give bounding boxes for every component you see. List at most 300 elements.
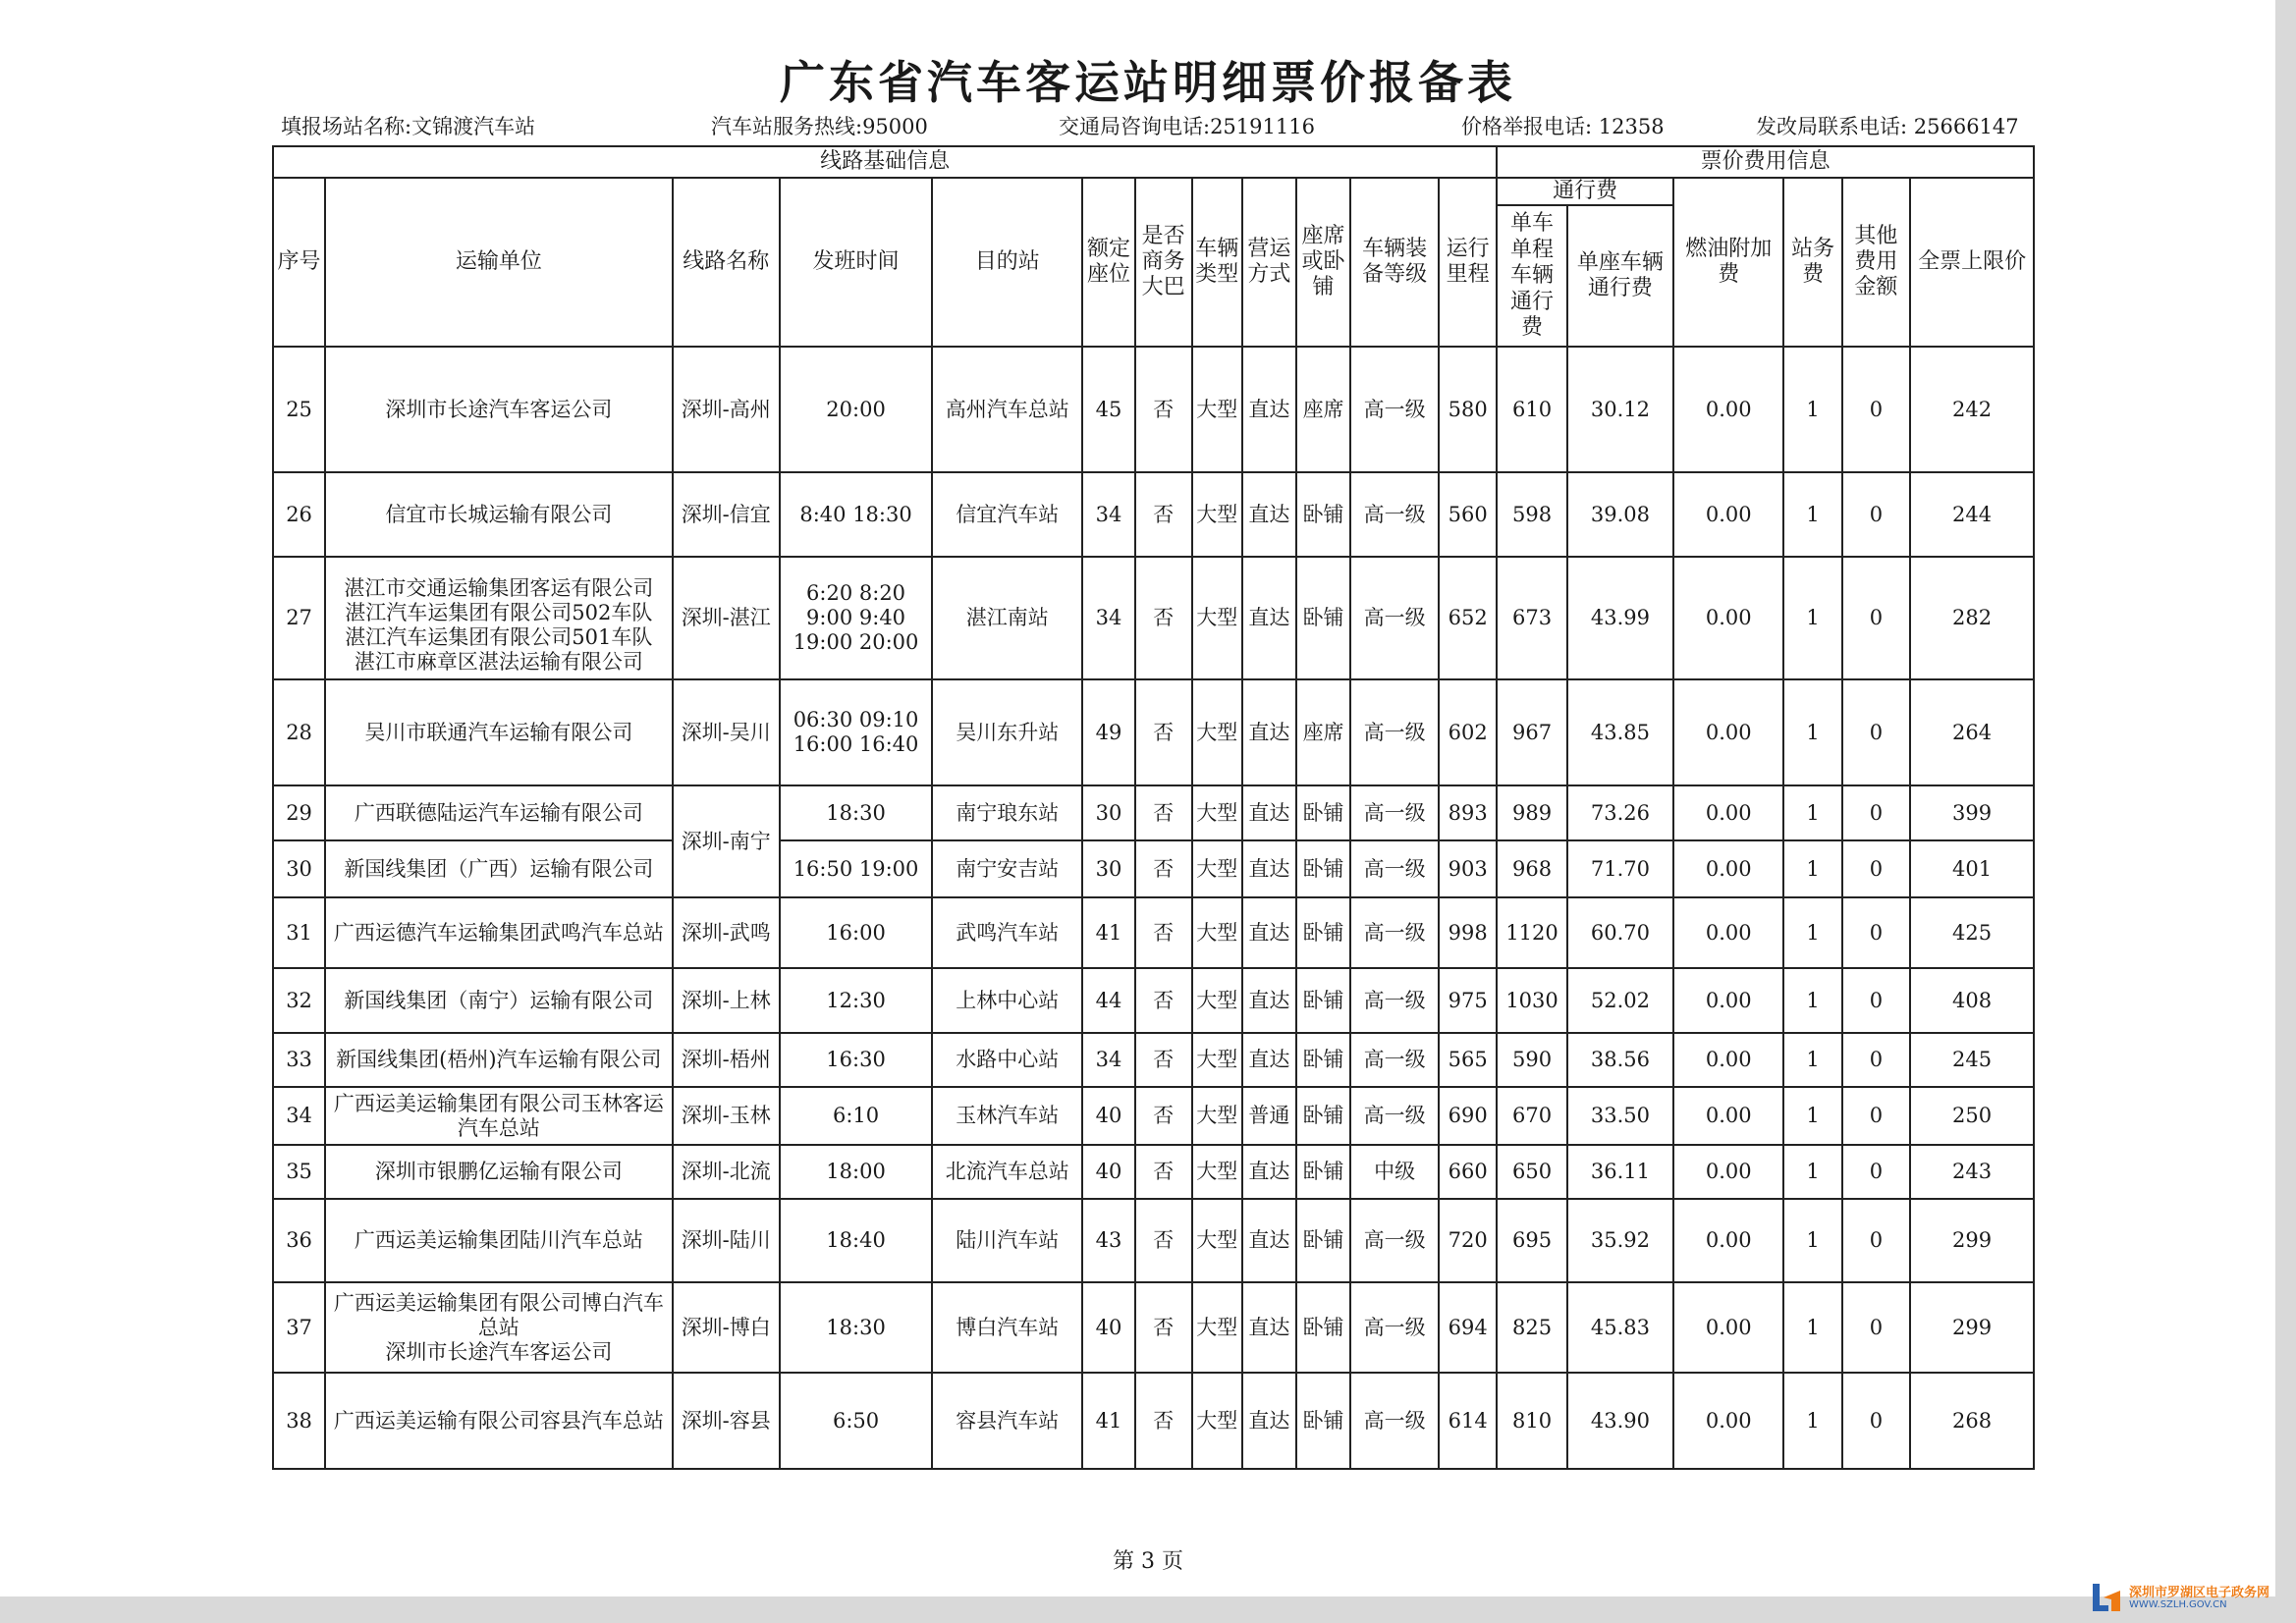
- cell-grade: 高一级: [1350, 897, 1439, 968]
- cell-route: 深圳-武鸣: [673, 897, 780, 968]
- cell-route: 深圳-高州: [673, 347, 780, 472]
- cell-seq: 31: [273, 897, 325, 968]
- cell-seq: 32: [273, 968, 325, 1033]
- cell-time: [780, 347, 932, 472]
- time-line: 6:20 8:20: [806, 581, 906, 606]
- time-line: 16:50 19:00: [793, 856, 919, 881]
- cell-toll-single: 695: [1497, 1199, 1567, 1282]
- cell-grade: 高一级: [1350, 472, 1439, 557]
- table-row: [273, 1145, 2034, 1199]
- cell-grade: 高一级: [1350, 1373, 1439, 1469]
- cell-toll-single: 810: [1497, 1373, 1567, 1469]
- col-mode-header: 营运方式: [1242, 178, 1296, 347]
- cell-grade: 高一级: [1350, 679, 1439, 785]
- cell-route: 深圳-博白: [673, 1282, 780, 1373]
- cell-toll-single: 1120: [1497, 897, 1567, 968]
- cell-route: 深圳-北流: [673, 1145, 780, 1199]
- cell-business: 否: [1135, 785, 1192, 840]
- cell-fuel: 0.00: [1673, 679, 1783, 785]
- cell-toll-single: 825: [1497, 1282, 1567, 1373]
- cell-fuel: 0.00: [1673, 1199, 1783, 1282]
- cell-dest: 陆川汽车站: [932, 1199, 1082, 1282]
- cell-time: [780, 1199, 932, 1282]
- col-time-header: 发班时间: [780, 178, 932, 347]
- cell-time: [780, 679, 932, 785]
- watermark-cn-text: 深圳市罗湖区电子政务网: [2129, 1585, 2270, 1600]
- cell-max-price: 242: [1910, 347, 2034, 472]
- cell-unit: [325, 1282, 672, 1373]
- cell-fuel: 0.00: [1673, 1145, 1783, 1199]
- col-station-fee-header: 站务费: [1783, 178, 1841, 347]
- cell-business: 否: [1135, 1145, 1192, 1199]
- cell-other: 0: [1842, 679, 1910, 785]
- fare-report-table: [272, 145, 2035, 1470]
- cell-toll-seat: 60.70: [1567, 897, 1673, 968]
- cell-mileage: 690: [1439, 1087, 1497, 1145]
- cell-vtype: 大型: [1192, 679, 1242, 785]
- table-body: [273, 347, 2034, 1469]
- cell-seat-type: 座席: [1296, 679, 1350, 785]
- unit-line: 深圳市长途汽车客运公司: [385, 1339, 613, 1364]
- table-row: [273, 347, 2034, 472]
- ndrc-contact-phone: 发改局联系电话: 25666147: [1756, 115, 2019, 138]
- cell-seat-type: 卧铺: [1296, 897, 1350, 968]
- cell-toll-single: 989: [1497, 785, 1567, 840]
- col-seats-header: 额定座位: [1082, 178, 1134, 347]
- cell-seq: 34: [273, 1087, 325, 1145]
- cell-mileage: 652: [1439, 557, 1497, 679]
- time-line: 8:40 18:30: [799, 502, 912, 526]
- cell-other: 0: [1842, 1373, 1910, 1469]
- cell-vtype: 大型: [1192, 1199, 1242, 1282]
- time-line: 12:30: [826, 988, 886, 1012]
- cell-mode: 直达: [1242, 1373, 1296, 1469]
- table-row: [273, 1033, 2034, 1087]
- cell-seat-type: 座席: [1296, 347, 1350, 472]
- cell-time: [780, 1033, 932, 1087]
- cell-seat-type: 卧铺: [1296, 785, 1350, 840]
- cell-seq: 29: [273, 785, 325, 840]
- col-dest-header: 目的站: [932, 178, 1082, 347]
- cell-mileage: 565: [1439, 1033, 1497, 1087]
- cell-vtype: 大型: [1192, 1282, 1242, 1373]
- scan-edge-right: [2275, 0, 2296, 1623]
- table-row: [273, 1282, 2034, 1373]
- time-line: 18:30: [826, 1315, 886, 1339]
- watermark-logo-icon: [2090, 1582, 2123, 1615]
- cell-toll-seat: 35.92: [1567, 1199, 1673, 1282]
- scan-edge-bottom: [0, 1596, 2296, 1623]
- cell-time: [780, 1282, 932, 1373]
- cell-other: 0: [1842, 785, 1910, 840]
- cell-vtype: 大型: [1192, 968, 1242, 1033]
- cell-seq: 30: [273, 840, 325, 897]
- cell-dest: 北流汽车总站: [932, 1145, 1082, 1199]
- cell-station-fee: 1: [1783, 1087, 1841, 1145]
- cell-other: 0: [1842, 1199, 1910, 1282]
- cell-vtype: 大型: [1192, 1145, 1242, 1199]
- cell-unit: [325, 679, 672, 785]
- cell-mode: 直达: [1242, 472, 1296, 557]
- cell-mode: 直达: [1242, 347, 1296, 472]
- cell-vtype: 大型: [1192, 1373, 1242, 1469]
- cell-toll-single: 968: [1497, 840, 1567, 897]
- cell-toll-seat: 71.70: [1567, 840, 1673, 897]
- cell-station-fee: 1: [1783, 472, 1841, 557]
- cell-business: 否: [1135, 897, 1192, 968]
- unit-line: 湛江市交通运输集团客运有限公司: [344, 575, 654, 600]
- table-row: [273, 785, 2034, 840]
- cell-dest: 信宜汽车站: [932, 472, 1082, 557]
- cell-mileage: 998: [1439, 897, 1497, 968]
- cell-unit: [325, 1145, 672, 1199]
- cell-business: 否: [1135, 557, 1192, 679]
- cell-time: [780, 840, 932, 897]
- cell-seats: 44: [1082, 968, 1134, 1033]
- table-row: [273, 1199, 2034, 1282]
- page-number: 第 3 页: [1113, 1549, 1183, 1574]
- cell-seat-type: 卧铺: [1296, 1087, 1350, 1145]
- cell-seats: 41: [1082, 1373, 1134, 1469]
- table-row: [273, 840, 2034, 897]
- time-line: 9:00 9:40: [806, 606, 906, 630]
- cell-toll-seat: 43.85: [1567, 679, 1673, 785]
- cell-time: [780, 1145, 932, 1199]
- cell-unit: [325, 785, 672, 840]
- col-toll-seat-header: 单座车辆通行费: [1567, 205, 1673, 347]
- time-line: 19:00 20:00: [793, 630, 919, 655]
- cell-seat-type: 卧铺: [1296, 472, 1350, 557]
- cell-grade: 高一级: [1350, 1199, 1439, 1282]
- col-other-header: 其他费用金额: [1842, 178, 1910, 347]
- cell-seq: 37: [273, 1282, 325, 1373]
- cell-fuel: 0.00: [1673, 1087, 1783, 1145]
- cell-seq: 38: [273, 1373, 325, 1469]
- table-row: [273, 897, 2034, 968]
- table-row: [273, 1087, 2034, 1145]
- cell-business: 否: [1135, 968, 1192, 1033]
- cell-seq: 35: [273, 1145, 325, 1199]
- cell-toll-seat: 39.08: [1567, 472, 1673, 557]
- cell-toll-seat: 43.99: [1567, 557, 1673, 679]
- cell-time: [780, 1087, 932, 1145]
- cell-seq: 26: [273, 472, 325, 557]
- time-line: 18:00: [826, 1160, 886, 1184]
- unit-line: 广西运德汽车运输集团武鸣汽车总站: [333, 920, 664, 945]
- cell-toll-single: 967: [1497, 679, 1567, 785]
- cell-mode: 直达: [1242, 1033, 1296, 1087]
- cell-seats: 41: [1082, 897, 1134, 968]
- col-mileage-header: 运行里程: [1439, 178, 1497, 347]
- cell-dest: 武鸣汽车站: [932, 897, 1082, 968]
- unit-line: 广西运美运输有限公司容县汽车总站: [333, 1408, 664, 1433]
- cell-other: 0: [1842, 1145, 1910, 1199]
- cell-grade: 高一级: [1350, 968, 1439, 1033]
- cell-route: 深圳-上林: [673, 968, 780, 1033]
- cell-station-fee: 1: [1783, 897, 1841, 968]
- cell-fuel: 0.00: [1673, 840, 1783, 897]
- unit-line: 广西运美运输集团陆川汽车总站: [354, 1228, 643, 1253]
- col-vtype-header: 车辆类型: [1192, 178, 1242, 347]
- cell-grade: 高一级: [1350, 557, 1439, 679]
- service-hotline: 汽车站服务热线:95000: [711, 115, 928, 138]
- unit-line: 深圳市银鹏亿运输有限公司: [374, 1160, 623, 1184]
- cell-max-price: 243: [1910, 1145, 2034, 1199]
- cell-fuel: 0.00: [1673, 557, 1783, 679]
- cell-fuel: 0.00: [1673, 785, 1783, 840]
- cell-toll-seat: 30.12: [1567, 347, 1673, 472]
- cell-route: 深圳-陆川: [673, 1199, 780, 1282]
- cell-toll-single: 650: [1497, 1145, 1567, 1199]
- cell-seats: 30: [1082, 785, 1134, 840]
- cell-time: [780, 785, 932, 840]
- cell-mileage: 694: [1439, 1282, 1497, 1373]
- cell-grade: 高一级: [1350, 785, 1439, 840]
- cell-max-price: 299: [1910, 1282, 2034, 1373]
- cell-seat-type: 卧铺: [1296, 557, 1350, 679]
- cell-vtype: 大型: [1192, 785, 1242, 840]
- cell-other: 0: [1842, 347, 1910, 472]
- cell-station-fee: 1: [1783, 1282, 1841, 1373]
- cell-mode: 直达: [1242, 785, 1296, 840]
- cell-max-price: 282: [1910, 557, 2034, 679]
- cell-mileage: 580: [1439, 347, 1497, 472]
- cell-business: 否: [1135, 1282, 1192, 1373]
- cell-station-fee: 1: [1783, 1033, 1841, 1087]
- col-grade-header: 车辆装备等级: [1350, 178, 1439, 347]
- col-unit-header: 运输单位: [325, 178, 672, 347]
- cell-seats: 34: [1082, 472, 1134, 557]
- cell-max-price: 425: [1910, 897, 2034, 968]
- cell-mode: 直达: [1242, 968, 1296, 1033]
- cell-grade: 高一级: [1350, 1282, 1439, 1373]
- unit-line: 深圳市长途汽车客运公司: [385, 397, 613, 421]
- cell-max-price: 245: [1910, 1033, 2034, 1087]
- table-row: [273, 968, 2034, 1033]
- cell-dest: 上林中心站: [932, 968, 1082, 1033]
- cell-fuel: 0.00: [1673, 1373, 1783, 1469]
- unit-line: 广西联德陆运汽车运输有限公司: [354, 800, 643, 825]
- cell-business: 否: [1135, 679, 1192, 785]
- cell-mode: 直达: [1242, 1145, 1296, 1199]
- cell-route: 深圳-信宜: [673, 472, 780, 557]
- cell-fuel: 0.00: [1673, 968, 1783, 1033]
- cell-dest: 博白汽车站: [932, 1282, 1082, 1373]
- cell-toll-single: 673: [1497, 557, 1567, 679]
- cell-time: [780, 1373, 932, 1469]
- cell-mileage: 602: [1439, 679, 1497, 785]
- col-seat-type-header: 座席或卧铺: [1296, 178, 1350, 347]
- table-row: [273, 472, 2034, 557]
- cell-seat-type: 卧铺: [1296, 1373, 1350, 1469]
- cell-route: 深圳-玉林: [673, 1087, 780, 1145]
- cell-max-price: 299: [1910, 1199, 2034, 1282]
- time-line: 16:30: [826, 1048, 886, 1072]
- col-toll-single-header: 单车单程车辆通行费: [1497, 205, 1567, 347]
- cell-route: 深圳-南宁: [673, 785, 780, 897]
- cell-business: 否: [1135, 1087, 1192, 1145]
- col-fuel-header: 燃油附加费: [1673, 178, 1783, 347]
- col-max-price-header: 全票上限价: [1910, 178, 2034, 347]
- cell-toll-seat: 52.02: [1567, 968, 1673, 1033]
- cell-dest: 玉林汽车站: [932, 1087, 1082, 1145]
- cell-other: 0: [1842, 1087, 1910, 1145]
- table-row: [273, 1373, 2034, 1469]
- cell-seats: 40: [1082, 1087, 1134, 1145]
- cell-unit: [325, 1087, 672, 1145]
- cell-toll-seat: 45.83: [1567, 1282, 1673, 1373]
- cell-toll-single: 610: [1497, 347, 1567, 472]
- cell-station-fee: 1: [1783, 840, 1841, 897]
- cell-route: 深圳-湛江: [673, 557, 780, 679]
- cell-mileage: 720: [1439, 1199, 1497, 1282]
- cell-business: 否: [1135, 1033, 1192, 1087]
- cell-business: 否: [1135, 472, 1192, 557]
- cell-other: 0: [1842, 840, 1910, 897]
- cell-seq: 36: [273, 1199, 325, 1282]
- cell-unit: [325, 968, 672, 1033]
- cell-mode: 普通: [1242, 1087, 1296, 1145]
- cell-station-fee: 1: [1783, 1199, 1841, 1282]
- unit-line: 信宜市长城运输有限公司: [385, 502, 613, 526]
- page-title: 广东省汽车客运站明细票价报备表: [780, 56, 1516, 109]
- unit-line: 湛江汽车运集团有限公司501车队: [345, 625, 653, 650]
- cell-station-fee: 1: [1783, 557, 1841, 679]
- cell-mode: 直达: [1242, 1199, 1296, 1282]
- col-route-header: 线路名称: [673, 178, 780, 347]
- unit-line: 新国线集团（南宁）运输有限公司: [344, 988, 654, 1012]
- cell-seats: 34: [1082, 557, 1134, 679]
- cell-station-fee: 1: [1783, 785, 1841, 840]
- cell-station-fee: 1: [1783, 1373, 1841, 1469]
- cell-mode: 直达: [1242, 840, 1296, 897]
- cell-station-fee: 1: [1783, 968, 1841, 1033]
- cell-seats: 45: [1082, 347, 1134, 472]
- cell-seat-type: 卧铺: [1296, 1282, 1350, 1373]
- site-watermark: [2090, 1577, 2291, 1620]
- cell-mileage: 660: [1439, 1145, 1497, 1199]
- fare-info-group-header: 票价费用信息: [1497, 146, 2034, 178]
- cell-station-fee: 1: [1783, 347, 1841, 472]
- cell-fuel: 0.00: [1673, 1282, 1783, 1373]
- cell-vtype: 大型: [1192, 897, 1242, 968]
- watermark-en-text: WWW.SZLH.GOV.CN: [2129, 1598, 2227, 1610]
- cell-seats: 30: [1082, 840, 1134, 897]
- unit-line: 广西运美运输集团有限公司玉林客运汽车总站: [333, 1091, 664, 1140]
- cell-dest: 容县汽车站: [932, 1373, 1082, 1469]
- table-row: [273, 557, 2034, 679]
- cell-seq: 27: [273, 557, 325, 679]
- unit-line: 新国线集团（广西）运输有限公司: [344, 856, 654, 881]
- cell-dest: 吴川东升站: [932, 679, 1082, 785]
- cell-toll-seat: 36.11: [1567, 1145, 1673, 1199]
- cell-toll-single: 590: [1497, 1033, 1567, 1087]
- cell-other: 0: [1842, 557, 1910, 679]
- cell-route: 深圳-容县: [673, 1373, 780, 1469]
- cell-vtype: 大型: [1192, 1087, 1242, 1145]
- time-line: 18:40: [826, 1228, 886, 1253]
- cell-station-fee: 1: [1783, 679, 1841, 785]
- cell-mileage: 614: [1439, 1373, 1497, 1469]
- cell-seat-type: 卧铺: [1296, 1033, 1350, 1087]
- cell-seq: 25: [273, 347, 325, 472]
- time-line: 06:30 09:10: [793, 708, 919, 732]
- cell-grade: 高一级: [1350, 840, 1439, 897]
- cell-mileage: 975: [1439, 968, 1497, 1033]
- cell-route: 深圳-吴川: [673, 679, 780, 785]
- toll-group-header: 通行费: [1497, 178, 1673, 205]
- cell-vtype: 大型: [1192, 557, 1242, 679]
- cell-unit: [325, 840, 672, 897]
- cell-toll-single: 670: [1497, 1087, 1567, 1145]
- cell-toll-seat: 73.26: [1567, 785, 1673, 840]
- cell-other: 0: [1842, 968, 1910, 1033]
- cell-mode: 直达: [1242, 679, 1296, 785]
- cell-seats: 40: [1082, 1145, 1134, 1199]
- cell-fuel: 0.00: [1673, 897, 1783, 968]
- unit-line: 广西运美运输集团有限公司博白汽车总站: [333, 1290, 664, 1339]
- time-line: 20:00: [826, 397, 886, 421]
- cell-fuel: 0.00: [1673, 1033, 1783, 1087]
- cell-max-price: 244: [1910, 472, 2034, 557]
- cell-toll-single: 598: [1497, 472, 1567, 557]
- cell-seats: 43: [1082, 1199, 1134, 1282]
- cell-seat-type: 卧铺: [1296, 968, 1350, 1033]
- cell-business: 否: [1135, 1373, 1192, 1469]
- cell-mileage: 893: [1439, 785, 1497, 840]
- col-business-header: 是否商务大巴: [1135, 178, 1192, 347]
- cell-grade: 高一级: [1350, 347, 1439, 472]
- cell-max-price: 401: [1910, 840, 2034, 897]
- unit-line: 湛江市麻章区湛法运输有限公司: [354, 650, 643, 675]
- station-name: 填报场站名称:文锦渡汽车站: [281, 115, 536, 138]
- cell-other: 0: [1842, 472, 1910, 557]
- cell-grade: 高一级: [1350, 1087, 1439, 1145]
- time-line: 16:00: [826, 920, 886, 945]
- table-row: [273, 679, 2034, 785]
- cell-time: [780, 897, 932, 968]
- cell-seat-type: 卧铺: [1296, 840, 1350, 897]
- line-info-group-header: 线路基础信息: [273, 146, 1497, 178]
- cell-unit: [325, 557, 672, 679]
- cell-dest: 南宁安吉站: [932, 840, 1082, 897]
- transport-bureau-phone: 交通局咨询电话:25191116: [1059, 115, 1315, 138]
- cell-fuel: 0.00: [1673, 472, 1783, 557]
- cell-seq: 28: [273, 679, 325, 785]
- price-report-phone: 价格举报电话: 12358: [1461, 115, 1665, 138]
- cell-vtype: 大型: [1192, 840, 1242, 897]
- cell-mileage: 560: [1439, 472, 1497, 557]
- cell-seats: 49: [1082, 679, 1134, 785]
- cell-other: 0: [1842, 1282, 1910, 1373]
- cell-vtype: 大型: [1192, 1033, 1242, 1087]
- cell-vtype: 大型: [1192, 347, 1242, 472]
- cell-mode: 直达: [1242, 557, 1296, 679]
- cell-grade: 中级: [1350, 1145, 1439, 1199]
- cell-unit: [325, 472, 672, 557]
- cell-toll-single: 1030: [1497, 968, 1567, 1033]
- cell-seq: 33: [273, 1033, 325, 1087]
- cell-seats: 34: [1082, 1033, 1134, 1087]
- unit-line: 吴川市联通汽车运输有限公司: [364, 720, 633, 744]
- cell-toll-seat: 38.56: [1567, 1033, 1673, 1087]
- cell-max-price: 408: [1910, 968, 2034, 1033]
- cell-toll-seat: 43.90: [1567, 1373, 1673, 1469]
- unit-line: 新国线集团(梧州)汽车运输有限公司: [336, 1048, 662, 1072]
- cell-dest: 湛江南站: [932, 557, 1082, 679]
- cell-max-price: 268: [1910, 1373, 2034, 1469]
- cell-mode: 直达: [1242, 1282, 1296, 1373]
